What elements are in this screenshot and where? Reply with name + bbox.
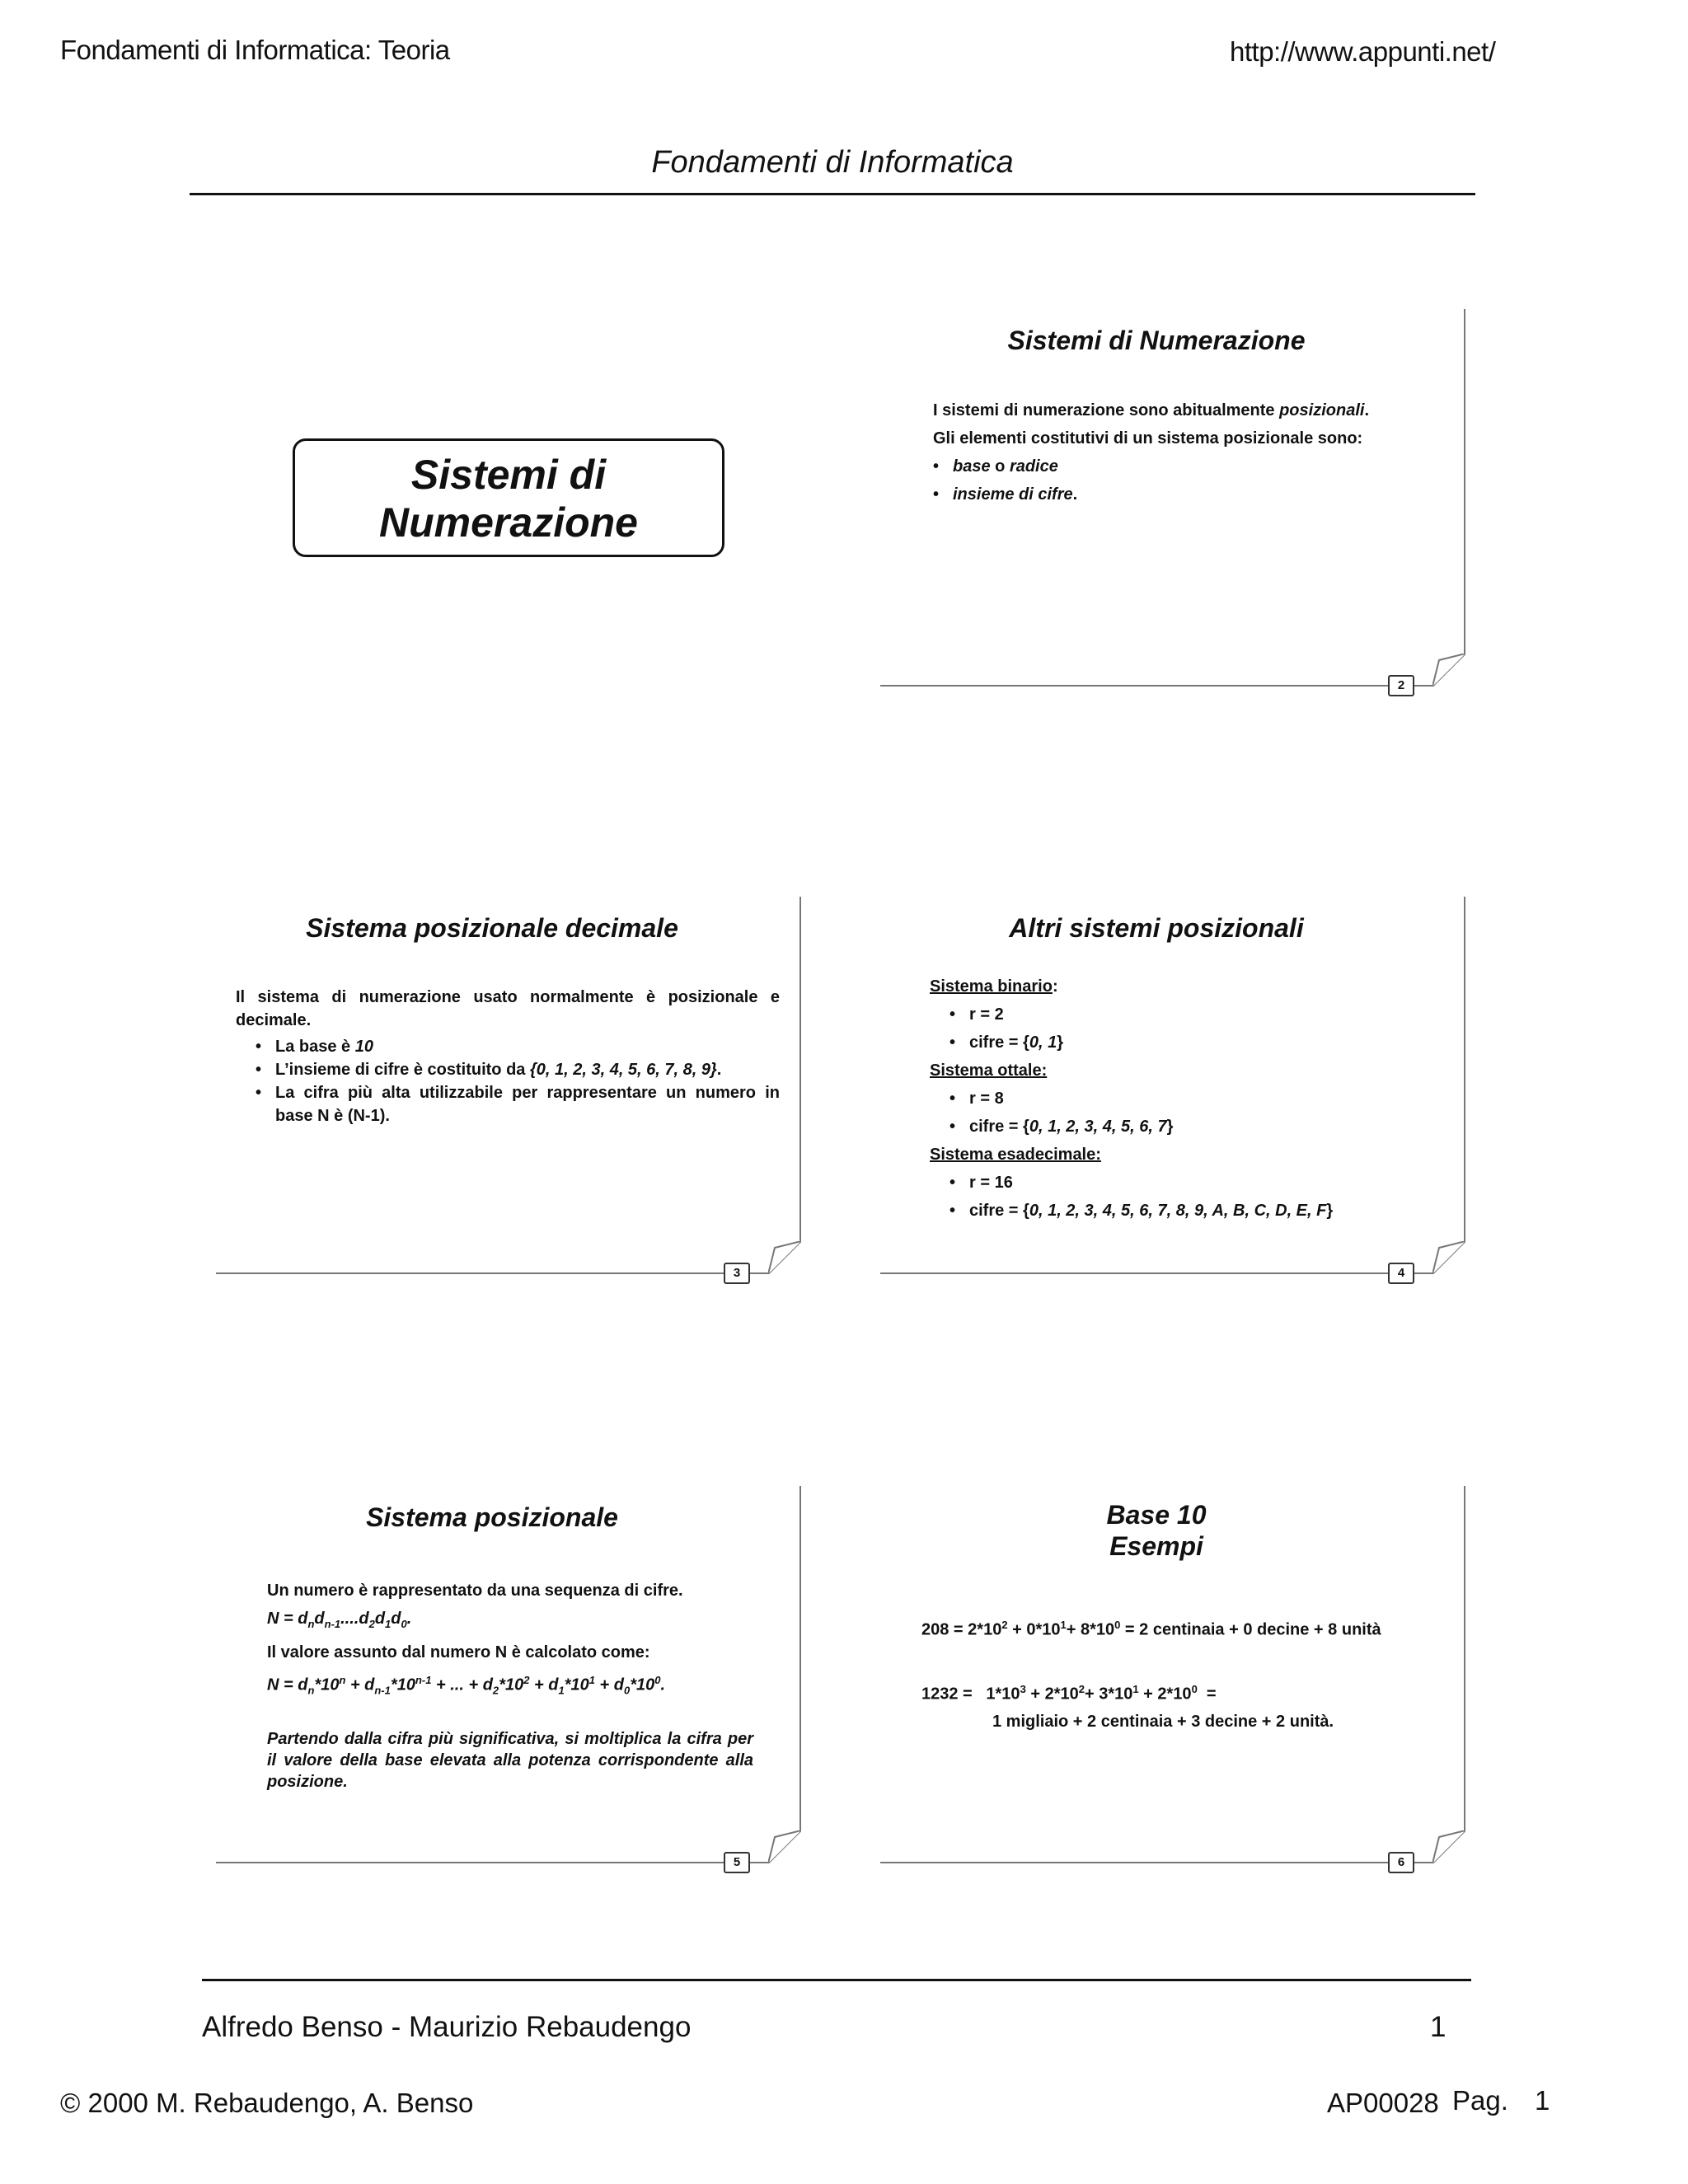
copyright: © 2000 M. Rebaudengo, A. Benso xyxy=(60,2088,474,2118)
header-right: http://www.appunti.net/ xyxy=(1230,36,1496,67)
paragraph: Il sistema di numerazione usato normalmente è posizionale e decimale. xyxy=(236,988,780,1029)
slide-title: Base 10 Esempi xyxy=(1106,1500,1207,1561)
paragraph: Gli elementi costitutivi di un sistema posizionale sono: xyxy=(933,429,1363,448)
slide-5 xyxy=(216,1486,801,1869)
page-fold-icon xyxy=(1432,654,1465,687)
page-fold-icon xyxy=(768,1830,801,1863)
list-item: • r = 2 xyxy=(950,1001,1441,1029)
page-fold-icon xyxy=(1432,1830,1465,1863)
slide-number: 5 xyxy=(724,1852,750,1873)
slide-3 xyxy=(216,897,801,1280)
slide-number: 4 xyxy=(1388,1263,1414,1284)
list-item: • cifre = {0, 1, 2, 3, 4, 5, 6, 7, 8, 9, A, B, C, D, E, F} xyxy=(950,1197,1441,1225)
paragraph: I sistemi di numerazione sono abitualmente posizionali. xyxy=(933,401,1369,419)
slide-body xyxy=(267,1577,753,1793)
title-rule xyxy=(190,193,1475,195)
slide-body xyxy=(236,986,780,1127)
slide-body xyxy=(921,1611,1449,1736)
list-item: • insieme di cifre. xyxy=(933,480,1428,509)
slide-6 xyxy=(880,1486,1465,1869)
slide-number: 3 xyxy=(724,1263,750,1284)
cover-line-1: Sistemi di xyxy=(410,452,607,498)
footer-rule xyxy=(202,1979,1471,1981)
section-label: Sistema binario: xyxy=(930,977,1058,996)
formula: $N = d_nd_{n-1}....d_2d_1d_0$. xyxy=(267,1610,412,1630)
page-fold-icon xyxy=(1432,1241,1465,1274)
page-fold-icon xyxy=(768,1241,801,1274)
section-label: Sistema esadecimale: xyxy=(930,1146,1101,1164)
slide-title: Sistema posizionale xyxy=(366,1502,618,1532)
note: Partendo dalla cifra più significativa, si moltiplica la cifra per il valore della base elevata alla potenza corrispondente alla posizione. xyxy=(267,1729,753,1791)
section-label: Sistema ottale: xyxy=(930,1062,1048,1080)
slide-number: 6 xyxy=(1388,1852,1414,1873)
slide-body xyxy=(933,396,1428,509)
slide-body xyxy=(930,972,1441,1225)
formula: $N = d_n*10^n + d_{n-1}*10^{n-1}$ + ... + $d_2*10^2 + d_1*10^1 + d_0*10^0$. xyxy=(267,1674,666,1697)
list-item: • r = 8 xyxy=(950,1085,1441,1113)
header-left: Fondamenti di Informatica: Teoria xyxy=(60,35,450,65)
slide-title: Sistemi di Numerazione xyxy=(1007,326,1306,355)
cover-title-box xyxy=(293,438,724,557)
list-item: • cifre = {0, 1} xyxy=(950,1029,1441,1057)
example-1: $208 = 2*10^2 + 0*10^1+ 8*10^0 = 2$ centinaia + 0 decine + 8 unità xyxy=(921,1619,1381,1639)
paragraph: Il valore assunto dal numero N è calcolato come: xyxy=(267,1643,650,1661)
footer-authors: Alfredo Benso - Maurizio Rebaudengo xyxy=(202,2011,692,2043)
list-item: • La cifra più alta utilizzabile per rappresentare un numero in base N è (N-1). xyxy=(256,1081,780,1127)
slide-title: Altri sistemi posizionali xyxy=(1009,913,1304,943)
list-item: • cifre = {0, 1, 2, 3, 4, 5, 6, 7} xyxy=(950,1113,1441,1141)
slide-title: Sistema posizionale decimale xyxy=(306,913,678,943)
slide-number: 2 xyxy=(1388,675,1414,696)
list-item: • La base è 10 xyxy=(256,1035,780,1058)
example-2: $1232 = 1*10^3 + 2*10^2+ 3*10^1 + 2*10^0$ = xyxy=(921,1682,1217,1704)
slide-4 xyxy=(880,897,1465,1280)
slide-2 xyxy=(880,309,1465,692)
list-item: • L’insieme di cifre è costituito da {0, 1, 2, 3, 4, 5, 6, 7, 8, 9}. xyxy=(256,1058,780,1081)
pag-number: 1 xyxy=(1535,2085,1550,2116)
footer-page-number: 1 xyxy=(1430,2011,1447,2043)
doc-title: Fondamenti di Informatica xyxy=(651,145,1014,180)
cover-line-2: Numerazione xyxy=(379,499,638,546)
document-code: AP00028 xyxy=(1327,2088,1439,2118)
pag-label: Pag. xyxy=(1452,2085,1508,2116)
list-item: • base o radice xyxy=(933,452,1428,480)
list-item: • r = 16 xyxy=(950,1169,1441,1197)
paragraph: Un numero è rappresentato da una sequenza di cifre. xyxy=(267,1582,683,1600)
example-2-result: 1 migliaio + 2 centinaia + 3 decine + 2 unità. xyxy=(992,1713,1334,1732)
